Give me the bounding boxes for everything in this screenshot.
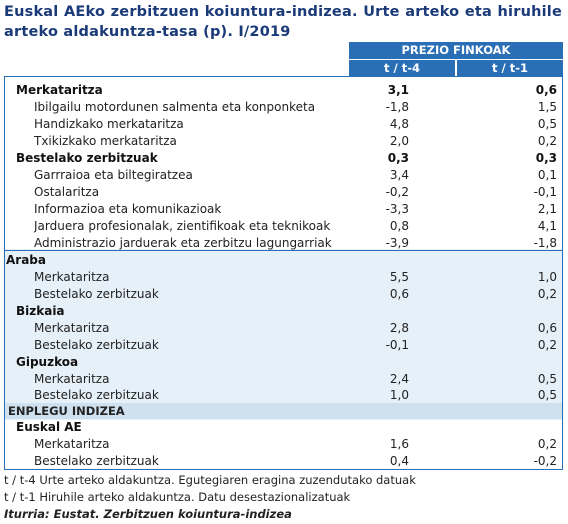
section-label: ENPLEGU INDIZEA	[8, 404, 125, 418]
table-row	[5, 269, 562, 286]
row-label: Gipuzkoa	[16, 355, 79, 369]
table-row	[5, 337, 562, 354]
row-label: Merkataritza	[16, 83, 103, 97]
row-label: Merkataritza	[34, 437, 110, 451]
value-yoy: 4,8	[389, 117, 409, 131]
table-row	[5, 167, 562, 184]
table-row	[5, 99, 562, 116]
row-label: Ostalaritza	[34, 185, 100, 199]
value-qoq: 1,5	[537, 100, 557, 114]
table-title: Euskal AEko zerbitzuen koiuntura-indizea. Urte arteko eta hiruhile arteko aldakuntza-tasa (p). I/2019	[4, 4, 562, 40]
column-header-qoq: t / t-1	[457, 60, 563, 76]
territory-heading	[5, 354, 562, 371]
value-qoq: 0,5	[537, 372, 557, 386]
table-row	[5, 387, 562, 404]
value-qoq: 2,1	[537, 202, 557, 216]
value-yoy: -3,3	[385, 202, 409, 216]
value-qoq: 0,2	[537, 338, 557, 352]
value-yoy: -0,2	[385, 185, 409, 199]
row-label: Garrraioa eta biltegiratzea	[34, 168, 193, 182]
value-yoy: -1,8	[385, 100, 409, 114]
row-label: Araba	[6, 253, 46, 267]
table-row	[5, 82, 562, 99]
territory-heading	[5, 419, 562, 436]
table-row	[5, 286, 562, 303]
value-yoy: -0,1	[385, 338, 409, 352]
row-label: Administrazio jarduerak eta zerbitzu lagungarriak	[34, 236, 332, 250]
value-qoq: 1,0	[537, 270, 557, 284]
value-yoy: -3,9	[385, 236, 409, 250]
value-qoq: 0,1	[537, 168, 557, 182]
row-label: Txikizkako merkataritza	[34, 134, 177, 148]
table-row	[5, 436, 562, 453]
row-label: Bestelako zerbitzuak	[34, 287, 159, 301]
value-qoq: -1,8	[533, 236, 557, 250]
section-header-employment	[5, 403, 562, 419]
value-yoy: 1,0	[389, 388, 409, 402]
table-row	[5, 116, 562, 133]
footnote-yoy: t / t-4 Urte arteko aldakuntza. Egutegiaren eragina zuzendutako datuak	[4, 473, 416, 487]
value-yoy: 5,5	[389, 270, 409, 284]
value-yoy: 3,4	[389, 168, 409, 182]
row-label: Bizkaia	[16, 304, 65, 318]
value-qoq: 0,2	[537, 437, 557, 451]
value-qoq: 0,6	[537, 321, 557, 335]
value-qoq: 0,2	[537, 287, 557, 301]
table-row	[5, 201, 562, 218]
value-qoq: 0,6	[535, 83, 557, 97]
value-qoq: 0,5	[537, 388, 557, 402]
row-label: Informazioa eta komunikazioak	[34, 202, 222, 216]
footnote-qoq: t / t-1 Hiruhile arteko aldakuntza. Datu desestazionalizatuak	[4, 490, 351, 504]
row-label: Bestelako zerbitzuak	[34, 454, 159, 468]
value-yoy: 1,6	[389, 437, 409, 451]
table-row	[5, 133, 562, 150]
value-qoq: 4,1	[537, 219, 557, 233]
table-row	[5, 371, 562, 388]
value-yoy: 0,8	[389, 219, 409, 233]
value-yoy: 2,0	[389, 134, 409, 148]
row-label: Merkataritza	[34, 270, 110, 284]
value-qoq: -0,2	[533, 454, 557, 468]
row-label: Bestelako zerbitzuak	[34, 388, 159, 402]
value-qoq: 0,5	[537, 117, 557, 131]
value-yoy: 0,4	[389, 454, 409, 468]
value-qoq: -0,1	[533, 185, 557, 199]
table-row	[5, 218, 562, 235]
value-yoy: 0,3	[387, 151, 409, 165]
value-yoy: 2,8	[389, 321, 409, 335]
table-row	[5, 150, 562, 167]
value-qoq: 0,2	[537, 134, 557, 148]
row-label: Bestelako zerbitzuak	[16, 151, 158, 165]
row-label: Handizkako merkataritza	[34, 117, 184, 131]
row-label: Euskal AE	[16, 420, 82, 434]
source-note: Iturria: Eustat. Zerbitzuen koiuntura-indizea	[4, 507, 292, 521]
table-row	[5, 453, 562, 470]
territory-heading	[5, 303, 562, 320]
row-label: Jarduera profesionalak, zientifikoak eta teknikoak	[34, 219, 331, 233]
territory-heading	[5, 252, 562, 269]
row-label: Ibilgailu motordunen salmenta eta konponketa	[34, 100, 316, 114]
row-label: Bestelako zerbitzuak	[34, 338, 159, 352]
table-row	[5, 320, 562, 337]
value-qoq: 0,3	[535, 151, 557, 165]
table-row	[5, 184, 562, 201]
column-header-yoy: t / t-4	[349, 60, 455, 76]
value-yoy: 3,1	[387, 83, 409, 97]
column-group-header: PREZIO FINKOAK	[349, 42, 563, 59]
table-row	[5, 235, 562, 252]
row-label: Merkataritza	[34, 321, 110, 335]
value-yoy: 2,4	[389, 372, 409, 386]
row-label: Merkataritza	[34, 372, 110, 386]
value-yoy: 0,6	[389, 287, 409, 301]
